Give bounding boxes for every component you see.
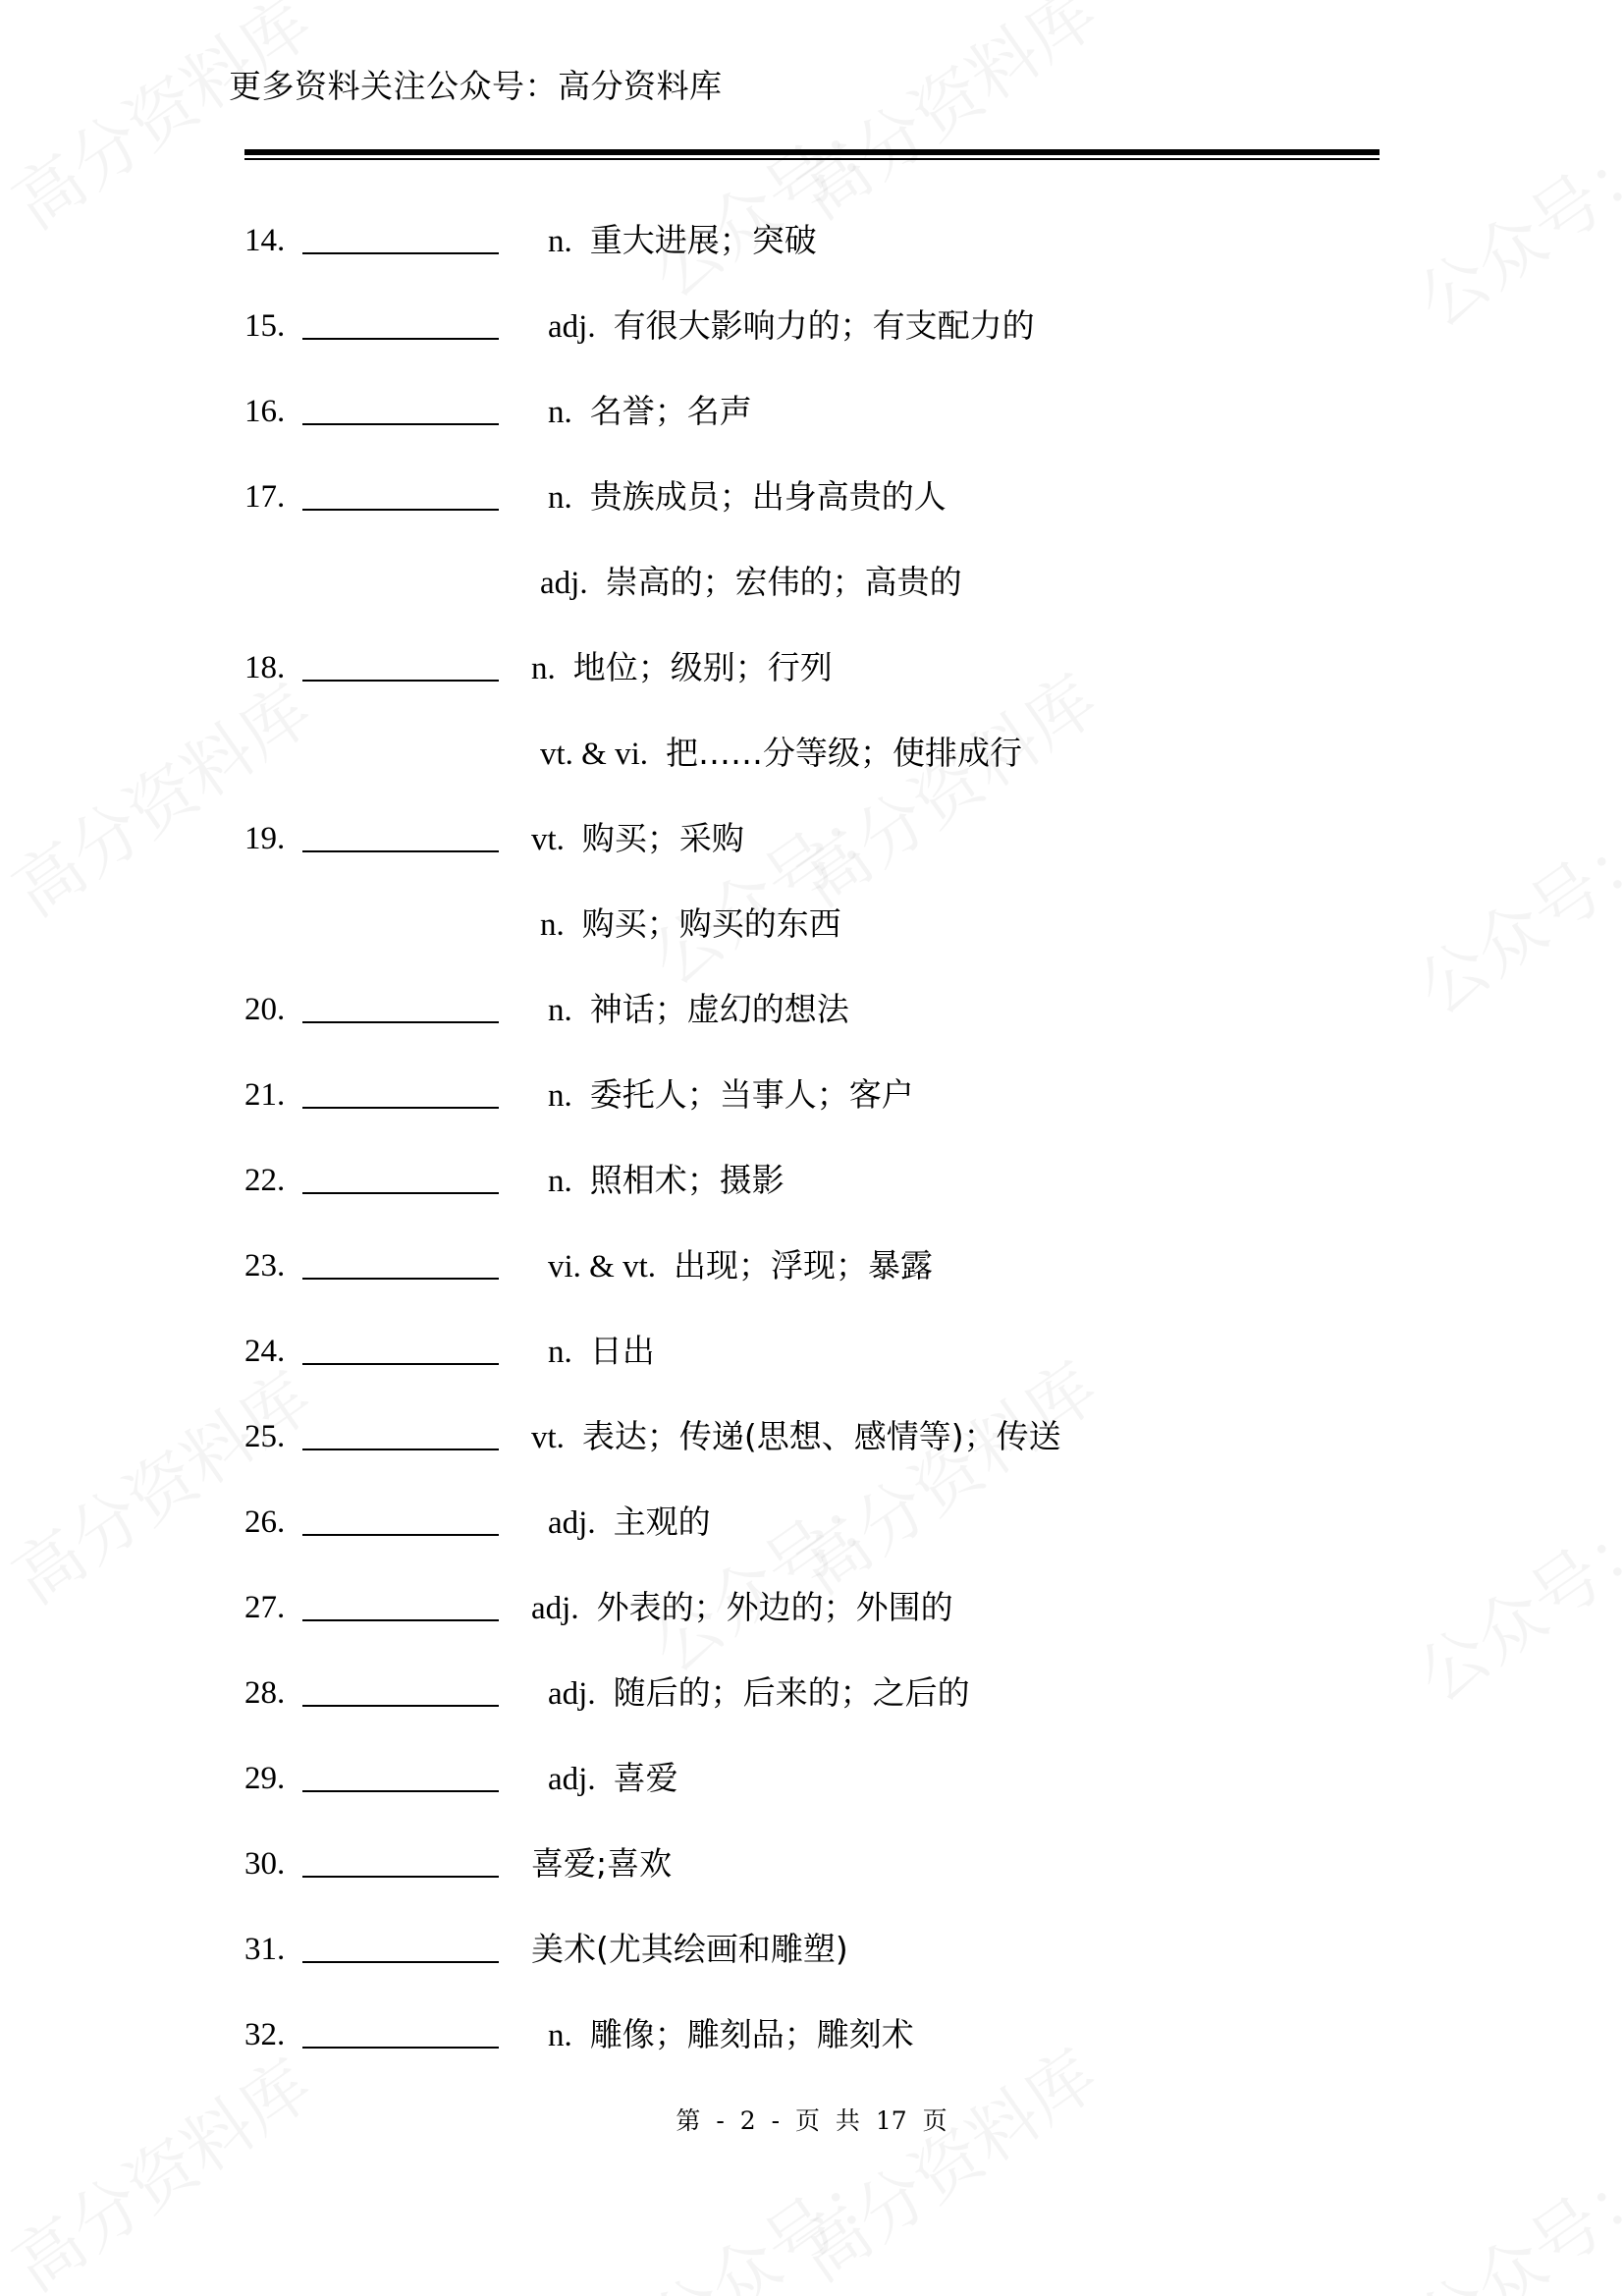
vocab-entry-extra-line xyxy=(0,895,1623,954)
vocab-entry xyxy=(0,1664,1623,1722)
vocab-entry xyxy=(0,467,1623,526)
entry-definition xyxy=(548,1322,655,1382)
vocab-entry xyxy=(0,382,1623,441)
part-of-speech: n. xyxy=(548,480,572,516)
answer-blank[interactable] xyxy=(302,850,499,852)
part-of-speech: n. xyxy=(548,1078,572,1114)
definition-text: 喜爱 xyxy=(613,1759,678,1797)
vocab-entry xyxy=(0,1834,1623,1893)
answer-blank[interactable] xyxy=(302,1705,499,1707)
definition-text: 购买；购买的东西 xyxy=(581,904,841,943)
definition-text: 主观的 xyxy=(613,1503,711,1541)
vocab-entry xyxy=(0,1493,1623,1552)
part-of-speech: n. xyxy=(548,1164,572,1199)
definition-text: 照相术；摄影 xyxy=(589,1161,784,1199)
entry-definition xyxy=(548,2005,914,2065)
definition-text: 随后的；后来的；之后的 xyxy=(613,1673,970,1712)
part-of-speech: n. xyxy=(548,993,572,1028)
definition-text: 地位；级别；行列 xyxy=(572,648,833,686)
vocab-entry xyxy=(0,980,1623,1039)
watermark-text xyxy=(628,2130,910,2296)
watermark-text xyxy=(628,765,910,1004)
entry-number: 24. xyxy=(244,1334,286,1369)
definition-text: 日出 xyxy=(589,1332,655,1370)
vocab-entry xyxy=(0,1920,1623,1979)
vocab-entry xyxy=(0,809,1623,868)
entry-definition xyxy=(531,1407,1061,1467)
vocab-entry xyxy=(0,1066,1623,1124)
entry-definition xyxy=(540,553,962,613)
entry-definition xyxy=(531,1920,848,1979)
part-of-speech: vt. & vi. xyxy=(540,737,649,772)
part-of-speech: n. xyxy=(548,1335,572,1370)
entry-definition xyxy=(548,1151,784,1211)
part-of-speech: adj. xyxy=(548,1676,596,1712)
vocab-entry xyxy=(0,211,1623,270)
definition-text: 委托人；当事人；客户 xyxy=(589,1075,914,1114)
entry-number: 29. xyxy=(244,1761,286,1796)
definition-text: 美术(尤其绘画和雕塑) xyxy=(531,1930,848,1968)
entry-definition xyxy=(548,382,752,442)
answer-blank[interactable] xyxy=(302,1021,499,1023)
entry-definition xyxy=(531,809,744,869)
definition-text: 喜爱;喜欢 xyxy=(531,1844,673,1883)
part-of-speech: n. xyxy=(540,907,565,943)
definition-text: 重大进展；突破 xyxy=(589,221,817,259)
vocab-entry-extra-line xyxy=(0,724,1623,783)
entry-definition xyxy=(548,1236,933,1296)
part-of-speech: adj. xyxy=(548,1505,596,1541)
vocab-entry xyxy=(0,1578,1623,1637)
part-of-speech: vi. & vt. xyxy=(548,1249,657,1285)
entry-number: 28. xyxy=(244,1675,286,1711)
entry-definition xyxy=(548,467,947,527)
definition-text: 神话；虚幻的想法 xyxy=(589,990,849,1028)
answer-blank[interactable] xyxy=(302,423,499,425)
answer-blank[interactable] xyxy=(302,2047,499,2049)
answer-blank[interactable] xyxy=(302,680,499,682)
entry-definition xyxy=(548,211,817,271)
entry-number: 22. xyxy=(244,1163,286,1198)
entry-number: 25. xyxy=(244,1419,286,1454)
answer-blank[interactable] xyxy=(302,1619,499,1621)
watermark-text xyxy=(628,78,910,316)
answer-blank[interactable] xyxy=(302,338,499,340)
definition-text: 崇高的；宏伟的；高贵的 xyxy=(605,563,962,601)
vocab-entry xyxy=(0,297,1623,355)
entry-definition xyxy=(548,297,1035,356)
part-of-speech: adj. xyxy=(548,309,596,345)
definition-text: 把……分等级；使排成行 xyxy=(666,734,1023,772)
entry-number: 32. xyxy=(244,2017,286,2052)
watermark-text xyxy=(1394,2130,1623,2296)
entry-number: 31. xyxy=(244,1932,286,1967)
vocab-entry xyxy=(0,638,1623,697)
vocab-entry xyxy=(0,1407,1623,1466)
entry-number: 26. xyxy=(244,1504,286,1540)
definition-text: 贵族成员；出身高贵的人 xyxy=(589,477,947,516)
entry-number: 21. xyxy=(244,1077,286,1113)
vocab-entry-extra-line xyxy=(0,553,1623,612)
vocab-entry xyxy=(0,1151,1623,1210)
vocab-entry xyxy=(0,1322,1623,1381)
answer-blank[interactable] xyxy=(302,252,499,254)
vocab-entry xyxy=(0,2005,1623,2064)
answer-blank[interactable] xyxy=(302,1534,499,1536)
part-of-speech: n. xyxy=(548,395,572,430)
answer-blank[interactable] xyxy=(302,1107,499,1109)
entry-definition xyxy=(540,724,1022,784)
entry-definition xyxy=(548,1493,711,1553)
watermark-text xyxy=(0,2032,329,2296)
watermark-text xyxy=(628,1452,910,1691)
entry-definition xyxy=(531,1578,953,1638)
entry-definition xyxy=(548,1066,914,1125)
part-of-speech: vt. xyxy=(531,822,565,857)
header-rule-thick xyxy=(244,149,1380,155)
definition-text: 名誉；名声 xyxy=(589,392,752,430)
entry-definition xyxy=(548,1664,970,1723)
entry-number: 16. xyxy=(244,394,286,429)
page-footer: 第 - 2 - 页 共 17 页 xyxy=(676,2106,947,2135)
answer-blank[interactable] xyxy=(302,1961,499,1963)
answer-blank[interactable] xyxy=(302,1449,499,1450)
vocab-entry xyxy=(0,1749,1623,1808)
page-header: 更多资料关注公众号：高分资料库 xyxy=(229,67,723,105)
entry-number: 19. xyxy=(244,821,286,856)
part-of-speech: n. xyxy=(531,651,556,686)
entry-number: 15. xyxy=(244,308,286,344)
entry-number: 23. xyxy=(244,1248,286,1284)
entry-number: 17. xyxy=(244,479,286,515)
watermark-text xyxy=(776,0,1114,239)
answer-blank[interactable] xyxy=(302,1790,499,1792)
entry-number: 14. xyxy=(244,223,286,258)
definition-text: 外表的；外边的；外围的 xyxy=(596,1588,953,1626)
entry-definition xyxy=(548,1749,678,1809)
part-of-speech: adj. xyxy=(531,1591,579,1626)
entry-number: 30. xyxy=(244,1846,286,1882)
definition-text: 表达；传递(思想、感情等)；传送 xyxy=(581,1417,1061,1455)
entry-definition xyxy=(548,980,849,1040)
answer-blank[interactable] xyxy=(302,509,499,511)
answer-blank[interactable] xyxy=(302,1363,499,1365)
definition-text: 出现；浮现；暴露 xyxy=(674,1246,934,1285)
answer-blank[interactable] xyxy=(302,1876,499,1878)
entry-definition xyxy=(540,895,841,955)
entry-definition xyxy=(531,1834,672,1893)
part-of-speech: adj. xyxy=(540,566,588,601)
definition-text: 有很大影响力的；有支配力的 xyxy=(613,306,1035,345)
definition-text: 购买；采购 xyxy=(581,819,744,857)
definition-text: 雕像；雕刻品；雕刻术 xyxy=(589,2015,914,2053)
part-of-speech: n. xyxy=(548,224,572,259)
part-of-speech: vt. xyxy=(531,1420,565,1455)
part-of-speech: adj. xyxy=(548,1762,596,1797)
entry-definition xyxy=(531,638,833,698)
entry-number: 18. xyxy=(244,650,286,685)
answer-blank[interactable] xyxy=(302,1192,499,1194)
answer-blank[interactable] xyxy=(302,1278,499,1280)
entry-number: 27. xyxy=(244,1590,286,1625)
entry-number: 20. xyxy=(244,992,286,1027)
header-rule-thin xyxy=(244,158,1380,160)
vocab-entry xyxy=(0,1236,1623,1295)
part-of-speech: n. xyxy=(548,2018,572,2053)
